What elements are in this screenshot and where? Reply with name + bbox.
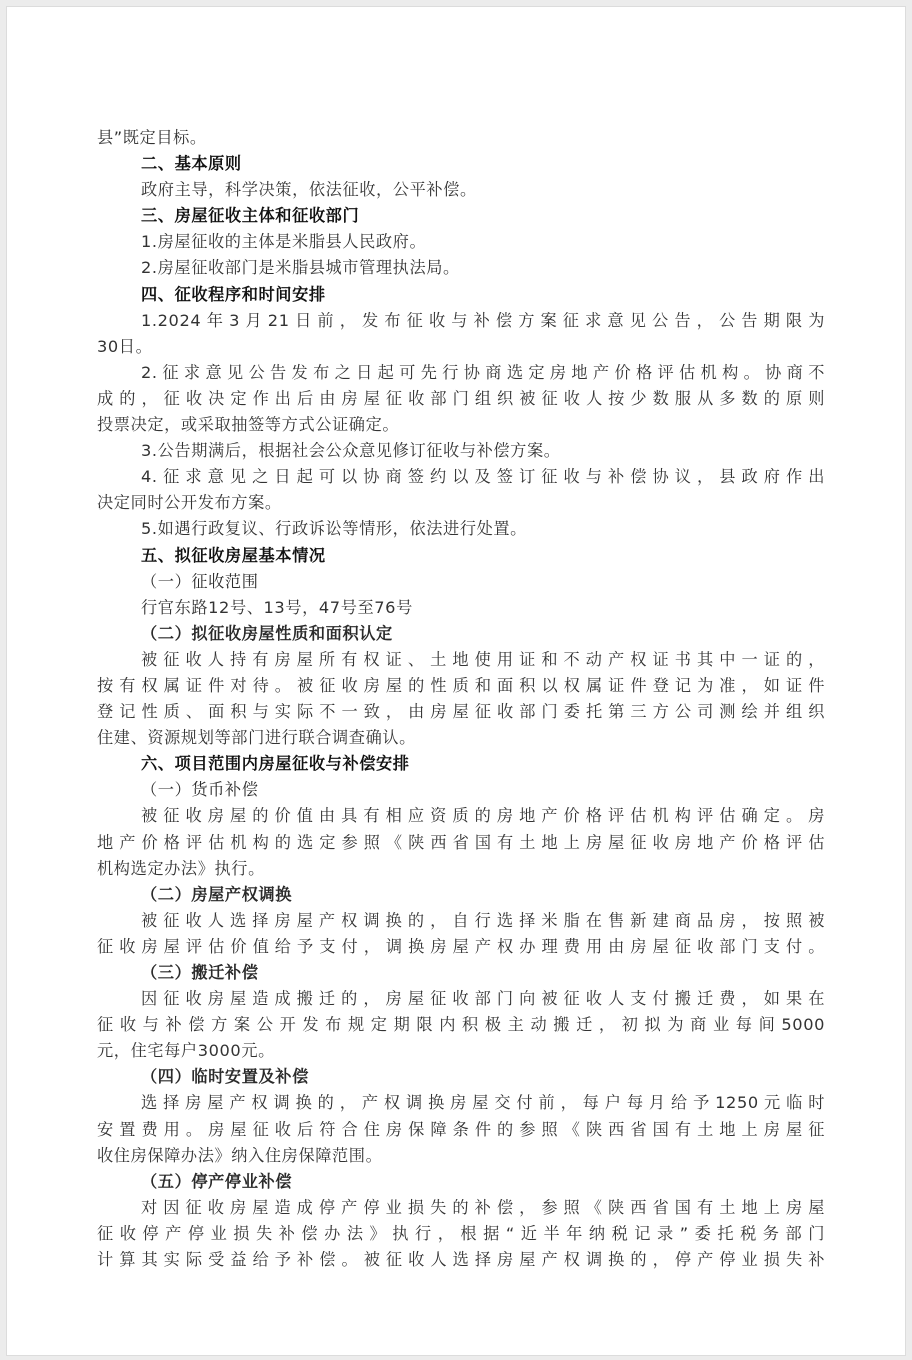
- body-line: 被征收人选择房屋产权调换的，自行选择米脂在售新建商品房，按照被: [141, 910, 825, 930]
- body-line: 县”既定目标。: [97, 128, 207, 147]
- body-line: 成的，征收决定作出后由房屋征收部门组织被征收人按少数服从多数的原则: [97, 388, 825, 408]
- body-line: 选择房屋产权调换的，产权调换房屋交付前，每户每月给予1250元临时: [141, 1093, 825, 1113]
- body-line: 征收停产停业损失补偿办法》执行，根据“近半年纳税记录”委托税务部门: [97, 1223, 825, 1243]
- section-heading: 五、拟征收房屋基本情况: [141, 545, 326, 565]
- subsection-heading: （二）房屋产权调换: [141, 884, 293, 904]
- document-body: [97, 125, 825, 1273]
- body-line: 2.房屋征收部门是米脂县城市管理执法局。: [141, 258, 460, 278]
- body-line: 3.公告期满后，根据社会公众意见修订征收与补偿方案。: [141, 441, 561, 461]
- body-line: 住建、资源规划等部门进行联合调查确认。: [97, 728, 416, 748]
- body-line: 行官东路12号、13号，47号至76号: [141, 597, 413, 617]
- body-line: 收住房保障办法》纳入住房保障范围。: [97, 1145, 383, 1165]
- subsection-heading: （三）搬迁补偿: [141, 963, 259, 982]
- body-line: 机构选定办法》执行。: [97, 858, 265, 878]
- body-line: 2.征求意见公告发布之日起可先行协商选定房地产价格评估机构。协商不: [141, 362, 825, 382]
- body-line: 计算其实际受益给予补偿。被征收人选择房屋产权调换的，停产停业损失补: [97, 1250, 825, 1270]
- body-line: 1.2024年3月21日前，发布征收与补偿方案征求意见公告，公告期限为: [141, 310, 825, 330]
- body-line: 安置费用。房屋征收后符合住房保障条件的参照《陕西省国有土地上房屋征: [97, 1119, 825, 1139]
- subsection-heading: （四）临时安置及补偿: [141, 1067, 309, 1087]
- body-line: 决定同时公开发布方案。: [97, 493, 282, 513]
- body-line: 对因征收房屋造成停产停业损失的补偿，参照《陕西省国有土地上房屋: [141, 1197, 825, 1217]
- subsection-heading: （五）停产停业补偿: [141, 1171, 293, 1191]
- subsection-heading: （一）征收范围: [141, 571, 259, 591]
- section-heading: 六、项目范围内房屋征收与补偿安排: [141, 754, 410, 774]
- body-line: 政府主导，科学决策，依法征收，公平补偿。: [141, 180, 477, 200]
- subsection-heading: （一）货币补偿: [141, 780, 259, 800]
- body-line: 30日。: [97, 336, 153, 356]
- section-heading: 三、房屋征收主体和征收部门: [141, 206, 360, 226]
- body-line: 按有权属证件对待。被征收房屋的性质和面积以权属证件登记为准，如证件: [97, 675, 825, 695]
- document-page: [6, 6, 906, 1356]
- body-line: 因征收房屋造成搬迁的，房屋征收部门向被征收人支付搬迁费，如果在: [141, 989, 825, 1009]
- body-line: 征收房屋评估价值给予支付，调换房屋产权办理费用由房屋征收部门支付。: [97, 936, 825, 956]
- subsection-heading: （二）拟征收房屋性质和面积认定: [141, 623, 393, 643]
- body-line: 登记性质、面积与实际不一致，由房屋征收部门委托第三方公司测绘并组织: [97, 702, 825, 722]
- body-line: 元，住宅每户3000元。: [97, 1041, 275, 1061]
- body-line: 征收与补偿方案公开发布规定期限内积极主动搬迁，初拟为商业每间5000: [97, 1015, 825, 1035]
- body-line: 被征收房屋的价值由具有相应资质的房地产价格评估机构评估确定。房: [141, 806, 825, 826]
- body-line: 投票决定，或采取抽签等方式公证确定。: [97, 415, 400, 435]
- section-heading: 四、征收程序和时间安排: [141, 284, 326, 304]
- body-line: 1.房屋征收的主体是米脂县人民政府。: [141, 232, 427, 252]
- body-line: 4.征求意见之日起可以协商签约以及签订征收与补偿协议，县政府作出: [141, 467, 825, 487]
- body-line: 地产价格评估机构的选定参照《陕西省国有土地上房屋征收房地产价格评估: [97, 832, 825, 852]
- body-line: 5.如遇行政复议、行政诉讼等情形，依法进行处置。: [141, 519, 527, 539]
- section-heading: 二、基本原则: [141, 154, 242, 174]
- body-line: 被征收人持有房屋所有权证、土地使用证和不动产权证书其中一证的，: [141, 649, 825, 669]
